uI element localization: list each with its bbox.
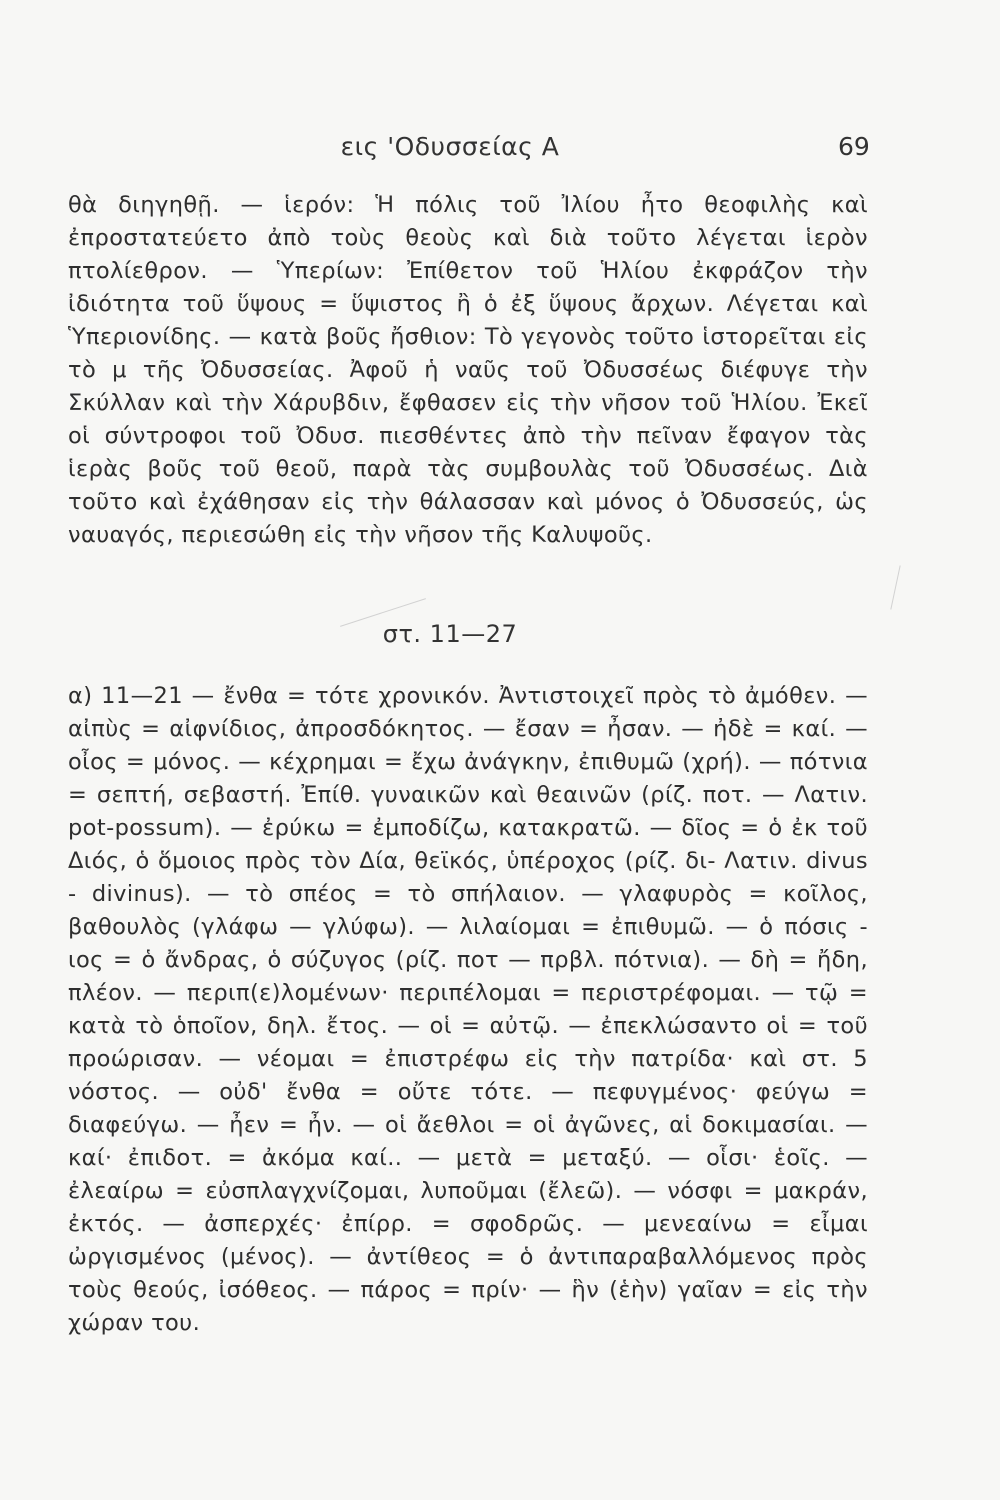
page-header: [0, 132, 1000, 172]
faint-pencil-mark-2: [890, 565, 900, 609]
section-heading: στ. 11—27: [382, 620, 518, 648]
commentary-paragraph-2: α) 11—21 — ἔνθα = τότε χρονικόν. Ἀντιστοιχεῖ πρὸς τὸ ἀμόθεν. — αἰπὺς = αἰφνίδιος, ἀπροσδόκητος. — ἔσαν = ἦσαν. — ἠδὲ = καί. — οἶος = μόνος. — κέχρημαι = ἔχω ἀνάγκην, ἐπιθυμῶ (χρή). — πότνια = σεπτή, σεβαστή. Ἐπίθ. γυναικῶν καὶ θεαινῶν (ρίζ. ποτ. — Λατιν. pot-possum). — ἐρύκω = ἐμποδίζω, κατακρατῶ. — δῖος = ὁ ἐκ τοῦ Διός, ὁ ὅμοιος πρὸς τὸν Δία, θεϊκός, ὑπέροχος (ρίζ. δι- Λατιν. divus - divinus). — τὸ σπέος = τὸ σπήλαιον. — γλαφυρὸς = κοῖλος, βαθουλὸς (γλάφω — γλύφω). — λιλαίομαι = ἐπιθυμῶ. — ὁ πόσις - ιος = ὁ ἄνδρας, ὁ σύζυγος (ρίζ. ποτ — πρβλ. πότνια). — δὴ = ἤδη, πλέον. — περιπ(ε)λομένων· περιπέλομαι = περιστρέφομαι. — τῷ = κατὰ τὸ ὁποῖον, δηλ. ἔτος. — οἱ = αὐτῷ. — ἐπεκλώσαντο οἱ = τοῦ προώρισαν. — νέομαι = ἐπιστρέφω εἰς τὴν πατρίδα· καὶ στ. 5 νόστος. — οὐδ' ἔνθα = οὔτε τότε. — πεφυγμένος· φεύγω = διαφεύγω. — ἦεν = ἦν. — οἱ ἄεθλοι = οἱ ἀγῶνες, αἱ δοκιμασίαι. — καί· ἐπιδοτ. = ἀκόμα καί.. — μετὰ = μεταξύ. — οἷσι· ἑοῖς. — ἐλεαίρω = εὐσπλαγχνίζομαι, λυποῦμαι (ἔλεῶ). — νόσφι = μακράν, ἐκτός. — ἀσπερχές· ἐπίρρ. = σφοδρῶς. — μενεαίνω = εἶμαι ὠργισμένος (μένος). — ἀντίθεος = ὁ ἀντιπαραβαλλόμενος πρὸς τοὺς θεούς, ἰσόθεος. — πάρος = πρίν· — ἣν (ἑὴν) γαῖαν = εἰς τὴν χώραν του.: [68, 683, 868, 1336]
page-number: 69: [838, 132, 870, 161]
commentary-paragraph-1: θὰ διηγηθῇ. — ἱερόν: Ἡ πόλις τοῦ Ἰλίου ἦτο θεοφιλὴς καὶ ἐπροστατεύετο ἀπὸ τοὺς θεοὺς καὶ διὰ τοῦτο λέγεται ἱερὸν πτολίεθρον. — Ὑπερίων: Ἐπίθετον τοῦ Ἡλίου ἐκφράζον τὴν ἰδιότητα τοῦ ὕψους = ὕψιστος ἢ ὁ ἐξ ὕψους ἄρχων. Λέγεται καὶ Ὑπεριονίδης. — κατὰ βοῦς ἤσθιον: Τὸ γεγονὸς τοῦτο ἱστορεῖται εἰς τὸ μ τῆς Ὀδυσσείας. Ἀφοῦ ἡ ναῦς τοῦ Ὀδυσσέως διέφυγε τὴν Σκύλλαν καὶ τὴν Χάρυβδιν, ἔφθασεν εἰς τὴν νῆσον τοῦ Ἡλίου. Ἐκεῖ οἱ σύντροφοι τοῦ Ὀδυσ. πιεσθέντες ἀπὸ τὴν πεῖναν ἔφαγον τὰς ἱερὰς βοῦς τοῦ θεοῦ, παρὰ τὰς συμβουλὰς τοῦ Ὀδυσσέως. Διὰ τοῦτο καὶ ἐχάθησαν εἰς τὴν θάλασσαν καὶ μόνος ὁ Ὀδυσσεύς, ὡς ναυαγός, περιεσώθη εἰς τὴν νῆσον τῆς Καλυψοῦς.: [68, 192, 868, 548]
running-title: εις 'Οδυσσείας Α: [340, 132, 560, 161]
